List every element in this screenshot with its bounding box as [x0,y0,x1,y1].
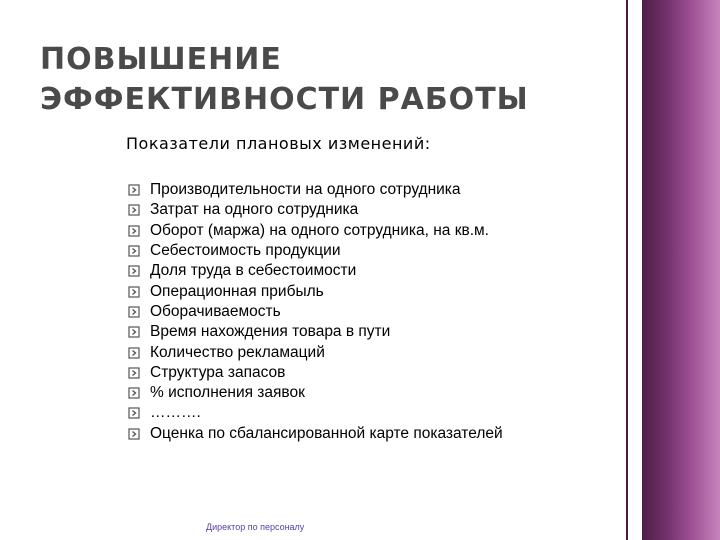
boxed-arrow-icon [128,407,140,419]
bullet-item [128,241,503,261]
bullet-text: Оценка по сбалансированной карте показателей [150,424,503,442]
boxed-arrow-icon [128,265,140,277]
boxed-arrow-icon [128,367,140,379]
bullet-item [128,281,503,301]
bullet-text: Количество рекламаций [150,343,325,361]
decorative-side-band [642,0,720,540]
bullet-text: Затрат на одного сотрудника [150,201,359,219]
bullet-text: Операционная прибыль [150,282,324,300]
boxed-arrow-icon [128,428,140,440]
bullet-item [128,200,503,220]
bullet-item [128,342,503,362]
bullet-item [128,403,503,423]
bullet-text: Оборачиваемость [150,302,281,320]
boxed-arrow-icon [128,184,140,196]
bullet-text: Оборот (маржа) на одного сотрудника, на кв.м. [150,221,489,239]
bullet-item [128,424,503,444]
boxed-arrow-icon [128,204,140,216]
decorative-side-line [626,0,628,540]
slide-subtitle: Показатели плановых изменений: [126,134,431,153]
bullet-item [128,221,503,241]
boxed-arrow-icon [128,245,140,257]
bullet-text: % исполнения заявок [150,384,305,402]
bullet-item [128,383,503,403]
slide-title: ПОВЫШЕНИЕ ЭФФЕКТИВНОСТИ РАБОТЫ [40,42,529,117]
boxed-arrow-icon [128,326,140,338]
bullet-text: Производительности на одного сотрудника [150,181,461,199]
boxed-arrow-icon [128,387,140,399]
bullet-text: Доля труда в себестоимости [150,262,357,280]
footer-caption: Директор по персоналу [206,522,305,532]
boxed-arrow-icon [128,286,140,298]
bullet-list [128,180,503,444]
bullet-item [128,180,503,200]
bullet-text: Структура запасов [150,363,286,381]
bullet-item [128,363,503,383]
boxed-arrow-icon [128,347,140,359]
bullet-item [128,261,503,281]
bullet-text: Время нахождения товара в пути [150,323,391,341]
bullet-item [128,302,503,322]
bullet-text: Себестоимость продукции [150,242,341,260]
boxed-arrow-icon [128,225,140,237]
boxed-arrow-icon [128,306,140,318]
bullet-item [128,322,503,342]
bullet-text: ………. [150,404,201,422]
